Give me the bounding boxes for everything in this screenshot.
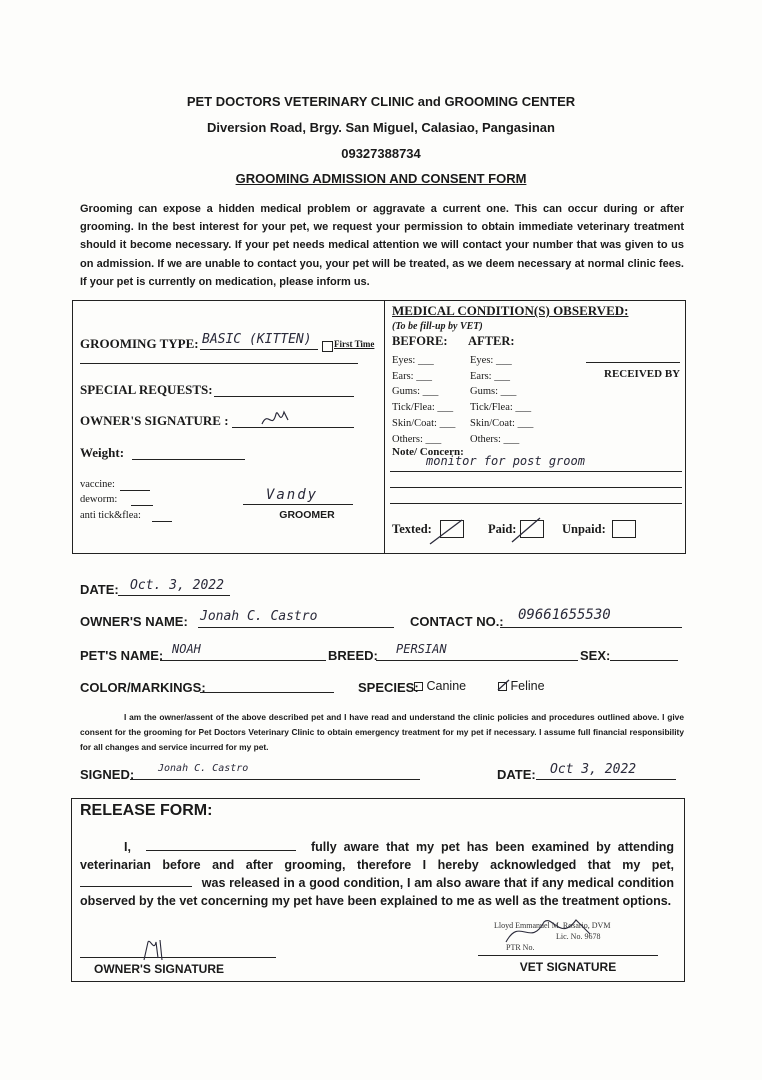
clinic-name: PET DOCTORS VETERINARY CLINIC and GROOMING CENTER bbox=[186, 94, 576, 109]
before-label: BEFORE: bbox=[392, 334, 448, 348]
intro-paragraph: Grooming can expose a hidden medical problem or aggravate a current one. This can occur during or after grooming. In the best interest for your pet, we request your permission to obtain immediate veterinary treatment should it become necessary. If your pet needs medical attention we will contact your number that was given to us on admission. If we are unable to contact you, your pet will be treated, as we deem necessary at normal clinic fees. If your pet is currently on medication, please inform us. bbox=[80, 203, 684, 288]
color-label: COLOR/MARKINGS: bbox=[80, 680, 206, 695]
before-row: Tick/Flea: ___ bbox=[392, 402, 454, 414]
release-paragraph bbox=[80, 838, 674, 910]
color-line[interactable] bbox=[200, 692, 334, 693]
after-row: Gums: ___ bbox=[470, 386, 517, 398]
before-row: Ears: ___ bbox=[392, 370, 432, 382]
grooming-type-line-2 bbox=[80, 363, 358, 364]
after-row-label: Tick/Flea: bbox=[470, 402, 513, 414]
canine-checkbox[interactable] bbox=[414, 682, 423, 691]
sex-line[interactable] bbox=[610, 660, 678, 661]
anti-tick-label: anti tick&flea: bbox=[80, 510, 141, 521]
received-by-line[interactable] bbox=[586, 362, 680, 363]
before-row-label: Ears: bbox=[392, 370, 414, 382]
pet-name-value[interactable]: NOAH bbox=[172, 642, 201, 656]
after-row-label: Gums: bbox=[470, 386, 499, 398]
note-line-3 bbox=[390, 503, 682, 504]
special-requests-label: SPECIAL REQUESTS: bbox=[80, 382, 213, 397]
before-row: Gums: ___ bbox=[392, 386, 439, 398]
note-value[interactable]: monitor for post groom bbox=[426, 454, 585, 468]
signed-value[interactable]: Jonah C. Castro bbox=[158, 763, 249, 774]
before-row: Others: ___ bbox=[392, 433, 442, 445]
after-row: Skin/Coat: ___ bbox=[470, 417, 534, 429]
before-row-label: Eyes: bbox=[392, 355, 416, 366]
anti-tick-line[interactable] bbox=[152, 521, 172, 522]
checkmark-strokes bbox=[426, 512, 546, 548]
deworm-line[interactable] bbox=[131, 505, 153, 506]
after-row: Eyes: ___ bbox=[470, 355, 512, 366]
after-row: Others: ___ bbox=[470, 433, 520, 445]
owner-signature-line-release[interactable] bbox=[80, 957, 276, 958]
received-by-label: RECEIVED BY bbox=[604, 368, 681, 380]
before-row: Eyes: ___ bbox=[392, 355, 434, 366]
pet-name-label: PET'S NAME: bbox=[80, 648, 164, 663]
before-row-label: Gums: bbox=[392, 386, 421, 398]
release-title: RELEASE FORM: bbox=[80, 802, 213, 819]
breed-value[interactable]: PERSIAN bbox=[396, 642, 447, 656]
before-row: Skin/Coat: ___ bbox=[392, 417, 456, 429]
first-time-label: First Time bbox=[334, 339, 375, 349]
date-line bbox=[118, 595, 230, 596]
species-label: SPECIES: bbox=[358, 680, 419, 695]
vet-signature-line[interactable] bbox=[478, 955, 658, 956]
breed-line bbox=[376, 660, 578, 661]
vaccine-label: vaccine: bbox=[80, 479, 115, 490]
note-line-2 bbox=[390, 487, 682, 488]
groomer-name bbox=[246, 487, 338, 503]
clinic-address: Diversion Road, Brgy. San Miguel, Calasiao, Pangasinan bbox=[207, 120, 555, 135]
contact-label: CONTACT NO.: bbox=[410, 614, 504, 629]
after-row: Tick/Flea: ___ bbox=[470, 402, 532, 414]
owner-signature-label: OWNER'S SIGNATURE : bbox=[80, 413, 229, 428]
signed-date-label: DATE: bbox=[497, 767, 536, 782]
deworm-label: deworm: bbox=[80, 494, 118, 505]
clinic-phone: 09327388734 bbox=[341, 146, 421, 161]
before-row-label: Tick/Flea: bbox=[392, 402, 435, 414]
contact-value[interactable]: 09661655530 bbox=[518, 607, 611, 623]
date-label: DATE: bbox=[80, 582, 119, 597]
groomer-label: GROOMER bbox=[279, 509, 335, 521]
after-row-label: Eyes: bbox=[470, 355, 494, 366]
medical-subtitle: (To be fill-up by VET) bbox=[392, 321, 483, 332]
form-title: GROOMING ADMISSION AND CONSENT FORM bbox=[235, 171, 527, 186]
unpaid-label: Unpaid: bbox=[562, 522, 606, 536]
breed-label: BREED: bbox=[328, 648, 378, 663]
pet-name-blank[interactable] bbox=[80, 874, 192, 887]
pet-name-line bbox=[160, 660, 326, 661]
signed-line bbox=[130, 779, 420, 780]
contact-line bbox=[500, 627, 682, 628]
weight-label: Weight: bbox=[80, 445, 125, 460]
vet-signature-label: VET SIGNATURE bbox=[519, 960, 617, 974]
sex-label: SEX: bbox=[580, 648, 611, 663]
vaccine-line[interactable] bbox=[120, 490, 150, 491]
owner-signature-label-release: OWNER'S SIGNATURE bbox=[94, 962, 224, 976]
owner-name-blank[interactable] bbox=[146, 838, 296, 851]
stamp-ptr: PTR No. bbox=[506, 943, 535, 952]
after-row-label: Ears: bbox=[470, 370, 492, 382]
note-line-1 bbox=[390, 471, 682, 472]
signed-date-line bbox=[536, 779, 676, 780]
weight-line[interactable] bbox=[132, 459, 245, 460]
release-text-3: was released in a good condition, I am also aware that if any medical condition observed by the vet concerning my pet have been explained to me as well as the treatment options. bbox=[80, 876, 674, 908]
grooming-type-value[interactable]: BASIC (KITTEN) bbox=[202, 332, 312, 347]
after-rows bbox=[470, 353, 533, 447]
owner-name-label: OWNER'S NAME: bbox=[80, 614, 188, 629]
vet-signature-scribble bbox=[500, 912, 620, 952]
stamp-name: Lloyd Emmanuel M. Rosario, DVM bbox=[494, 921, 611, 930]
canine-label: Canine bbox=[426, 679, 467, 693]
before-row-label: Skin/Coat: bbox=[392, 417, 437, 429]
after-row-label: Others: bbox=[470, 433, 501, 445]
consent-paragraph: I am the owner/assent of the above described pet and I have read and understand the clinic policies and procedures outlined above. I give consent for the grooming for Pet Doctors Veterinary Clinic to obtain emergency treatment for my pet if necessary. I assume full financial responsibility for all changes and service incurred for my pet. bbox=[80, 712, 684, 752]
unpaid-checkbox[interactable] bbox=[612, 520, 636, 538]
before-rows bbox=[392, 353, 455, 447]
feline-label: Feline bbox=[510, 679, 545, 693]
stamp-lic: Lic. No. 9678 bbox=[556, 932, 601, 941]
texted-label: Texted: bbox=[392, 522, 432, 536]
medical-title: MEDICAL CONDITION(S) OBSERVED: bbox=[392, 303, 629, 318]
special-requests-line[interactable] bbox=[214, 396, 354, 397]
release-text-2: fully aware that my pet has been examined by attending veterinarian before and after grooming, therefore I hereby acknowledged that my pet, bbox=[80, 840, 674, 872]
after-label: AFTER: bbox=[468, 334, 515, 348]
after-row-label: Skin/Coat: bbox=[470, 417, 515, 429]
canine-option[interactable] bbox=[414, 679, 466, 693]
owner-name-line bbox=[198, 627, 394, 628]
box-divider bbox=[384, 300, 385, 553]
groomer-line bbox=[243, 504, 353, 505]
paid-label: Paid: bbox=[488, 522, 517, 536]
release-text-1: I, bbox=[124, 840, 131, 854]
owner-signature-scribble-release bbox=[140, 936, 170, 964]
grooming-type-label: GROOMING TYPE: bbox=[80, 336, 199, 351]
signed-label: SIGNED: bbox=[80, 767, 135, 782]
owner-signature-scribble bbox=[258, 406, 294, 432]
owner-name-value[interactable]: Jonah C. Castro bbox=[200, 609, 318, 624]
grooming-type-line bbox=[200, 349, 318, 350]
first-time-checkbox[interactable] bbox=[322, 338, 333, 356]
signed-date-value[interactable]: Oct 3, 2022 bbox=[550, 762, 637, 777]
before-row-label: Others: bbox=[392, 433, 423, 445]
date-value[interactable]: Oct. 3, 2022 bbox=[130, 578, 224, 593]
after-row: Ears: ___ bbox=[470, 370, 510, 382]
groomer-name-text: Vandy bbox=[265, 487, 319, 503]
feline-check-mark bbox=[497, 678, 511, 692]
note-label: Note/ Concern: bbox=[392, 446, 464, 458]
